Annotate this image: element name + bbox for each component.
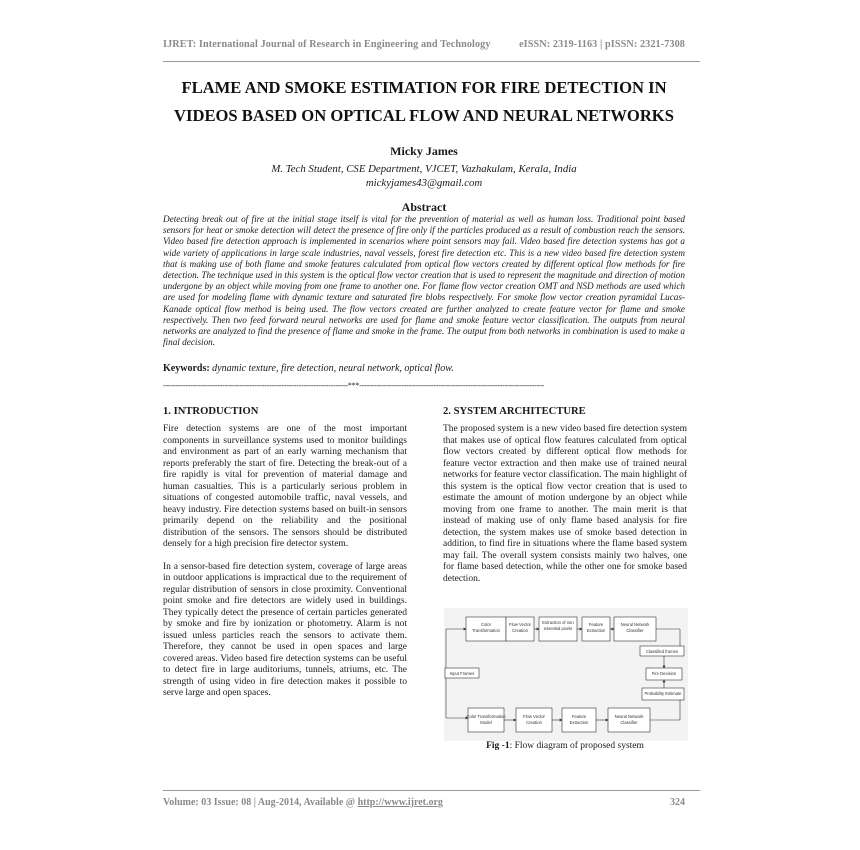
- separator-left: ---------------------------------------------------------------------------: [163, 381, 348, 390]
- keywords-text: dynamic texture, fire detection, neural network, optical flow.: [212, 363, 454, 374]
- flow-diagram: [444, 608, 688, 741]
- label-top-2-b: essential pixels: [543, 626, 573, 631]
- label-top-4-a: Neural Network: [620, 622, 650, 627]
- separator-right: ---------------------------------------------------------------------------: [359, 381, 545, 390]
- separator-middle: ***: [347, 381, 360, 390]
- figure-caption-text: : Flow diagram of proposed system: [509, 741, 644, 751]
- label-probability-estimate: Probability Estimate: [644, 691, 682, 696]
- running-header: [163, 39, 685, 50]
- author-email: mickyjames43@gmail.com: [365, 177, 483, 189]
- system-architecture-heading: 2. SYSTEM ARCHITECTURE: [443, 406, 586, 417]
- label-bottom-2-a: Feature: [571, 714, 587, 719]
- label-top-3-b: Extraction: [586, 628, 606, 633]
- abstract-heading: Abstract: [401, 200, 447, 214]
- label-bottom-1-b: Creation: [526, 720, 542, 725]
- label-top-0-b: Transformation: [471, 628, 501, 633]
- label-fire-decision: Fire Decision: [651, 671, 677, 676]
- page-footer: [163, 797, 685, 808]
- author-affiliation: M. Tech Student, CSE Department, VJCET, Vazhakulam, Kerala, India: [271, 163, 577, 175]
- figure-caption: [443, 741, 687, 751]
- keywords-label: Keywords:: [163, 363, 210, 374]
- label-top-0-a: Color: [480, 622, 492, 627]
- header-rule: [163, 61, 700, 62]
- footer-volume: [163, 797, 443, 808]
- paper-title: [163, 74, 685, 130]
- footer-volume-text: Volume: 03 Issue: 08 | Aug-2014, Available @: [163, 797, 358, 808]
- journal-name: IJRET: International Journal of Research in Engineering and Technology: [163, 39, 491, 50]
- figure-caption-label: Fig -1: [486, 741, 510, 751]
- label-bottom-2-b: Extraction: [569, 720, 589, 725]
- abstract-text: Detecting break out of fire at the initial stage itself is vital for the prevention of material as well as human loss. Traditional point based sensors for heat or smoke detection will detect the presence of fire only if the particles produced as a result of combustion reach the sensors. Video based fire detection approach is implemented in scenarios where point sensors may fail. Video based fire detection systems has got a wide variety of applications in large scale industries, naval vessels, forest fire detection etc. This is a new video based fire detection system that is making use of both flame and smoke features calculated from optical flow vectors created by different optical flow methods for fire detection. The technique used in this system is the optical flow vector creation that is used to represent the magnitude and direction of motion undergone by an object while moving from one frame to another one. For flame flow vector creation OMT and NSD methods are used which are used for modeling flame with dynamic texture and saturated fire blobs respectively. For smoke flow vector creation pyramidal Lucas-Kanade optical flow method is being used. The flow vectors created are further analyzed to create feature vector for flame and smoke respectively. Then two feed forward neural networks are used for flame and smoke feature vector classification. The outputs from neural networks are analyzed to find the presence of flame and smoke in the frame. The output from both networks in combination is used to make a final decision.: [163, 214, 685, 348]
- title-line-2: VIDEOS BASED ON OPTICAL FLOW AND NEURAL NETWORKS: [174, 106, 674, 125]
- label-bottom-3-a: Neural Network: [614, 714, 644, 719]
- label-top-1-b: Creation: [512, 628, 528, 633]
- label-bottom-0-b: Model: [480, 720, 492, 725]
- label-top-4-b: Classifier: [626, 628, 644, 633]
- system-architecture-paragraph: The proposed system is a new video based fire detection system that makes use of optical flow features calculated from optical flow vectors created by different optical flow methods for feature vector extraction and then make use of trained neural networks for feature vector classification. The main highlight of this system is the optical flow vector creation that is used to estimate the amount of motion undergone by an object while moving from one frame to another. The main merit is that instead of making use of only flame based analysis for fire detection, the system makes use of smoke based detection in addition, to find fire in situations where the flame based system may fail. The overall system consists mainly two halves, one for flame based detection, while the other one for smoke based detection.: [443, 424, 687, 584]
- label-top-2-a: Extraction of non: [542, 620, 574, 625]
- section-separator: [163, 381, 685, 393]
- author-name: Micky James: [390, 144, 458, 158]
- label-classified-frames: Classified frames: [645, 649, 679, 654]
- introduction-paragraph-2: In a sensor-based fire detection system, coverage of large areas in outdoor applications is impractical due to the requirement of regular distribution of sensors in close proximity. Conventional point smoke and fire detectors are widely used in buildings. They typically detect the presence of certain particles generated by smoke and fire by ionization or photometry. Alarm is not issued unless particles reach the sensors to activate them. Therefore, they cannot be used in open spaces and large covered areas. Video based fire detection systems can be useful to detect fire in large auditoriums, tunnels, atriums, etc. The strength of using video in fire detection makes it possible to serve large and open spaces.: [163, 561, 407, 698]
- introduction-heading: 1. INTRODUCTION: [163, 406, 259, 417]
- label-bottom-0-a: Color Transformation: [466, 714, 506, 719]
- label-top-1-a: Flow Vector: [509, 622, 531, 627]
- introduction-column: [163, 406, 407, 711]
- page-number: 324: [670, 797, 685, 808]
- label-top-3-a: Feature: [588, 622, 604, 627]
- footer-link[interactable]: http://www.ijret.org: [357, 797, 443, 808]
- label-input-frames: Input Frames: [449, 671, 475, 676]
- issn-numbers: eISSN: 2319-1163 | pISSN: 2321-7308: [519, 39, 685, 50]
- system-architecture-column: [443, 406, 687, 596]
- footer-rule: [163, 790, 700, 791]
- introduction-paragraph-1: Fire detection systems are one of the most important components in surveillance systems used to monitor buildings and environment as part of an early warning mechanism that reports preferably the start of fire. Detecting the break-out of a fire rapidly is vital for prevention of material damage and human casualties. This is a particularly serious problem in situations of congested automobile traffic, naval vessels, and heavy industry. Fire detection systems based on built-in sensors primarily depend on the reliability and the positional distribution of the sensors. The sensors should be distributed densely for a high precision fire detector system.: [163, 424, 407, 549]
- label-bottom-1-a: Flow Vector: [523, 714, 545, 719]
- keywords: [163, 363, 685, 374]
- title-line-1: FLAME AND SMOKE ESTIMATION FOR FIRE DETECTION IN: [181, 78, 667, 97]
- flow-diagram-figure: [444, 608, 688, 741]
- label-bottom-3-b: Classifier: [620, 720, 638, 725]
